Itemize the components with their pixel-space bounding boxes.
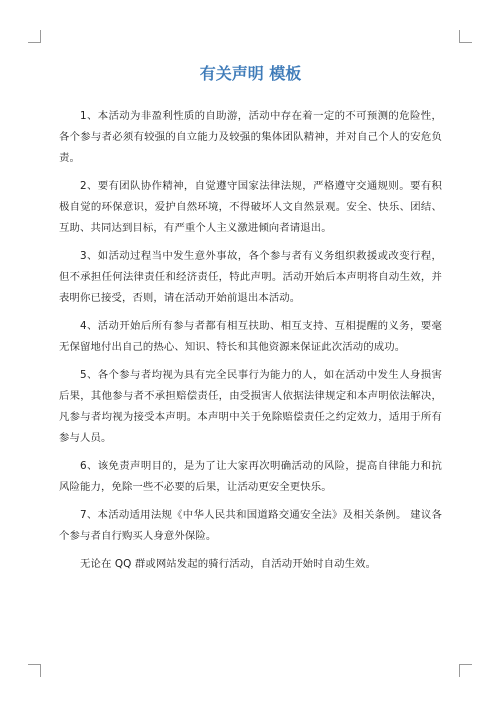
crop-mark-bottom-right [459,664,472,677]
paragraph-4: 4、活动开始后所有参与者都有相互扶助、相互支持、互相提醒的义务，要毫无保留地付出自己的热心、知识、特长和其他资源来保证此次活动的成功。 [59,320,442,353]
document-body [59,62,442,582]
paragraph-3: 3、如活动过程当中发生意外事故，各个参与者有义务组织救援或改变行程，但不承担任何法律责任和经济责任，特此声明。活动开始后本声明将自动生效，并表明你已接受，否则，请在活动开始前退出本活动。 [59,250,442,304]
paragraph-5: 5、各个参与者均视为具有完全民事行为能力的人，如在活动中发生人身损害后果，其他参与者不承担赔偿责任，由受损害人依据法律规定和本声明依法解决，凡参与者均视为接受本声明。本声明中关于免除赔偿责任之约定效力，适用于所有参与人员。 [59,369,442,444]
crop-mark-top-left [28,30,41,43]
crop-mark-bottom-left [28,664,41,677]
document-title: 有关声明 模板 [199,64,302,83]
crop-mark-top-right [459,30,472,43]
paragraph-2: 2、要有团队协作精神，自觉遵守国家法律法规，严格遵守交通规则。要有积极自觉的环保意识，爱护自然环境，不得破坏人文自然景观。安全、快乐、团结、互助、共同达到目标，有严重个人主义激进倾向者请退出。 [59,180,442,234]
paragraph-8: 无论在 QQ 群或网站发起的骑行活动，自活动开始时自动生效。 [80,558,377,570]
paragraph-7: 7、本活动适用法规《中华人民共和国道路交通安全法》及相关条例。 建议各个参与者自行购买人身意外保险。 [59,509,442,542]
paragraph-1: 1、本活动为非盈利性质的自助游，活动中存在着一定的不可预测的危险性，各个参与者必须有较强的自立能力及较强的集体团队精神，并对自己个人的安危负责。 [59,110,442,164]
paragraph-6: 6、该免责声明目的，是为了让大家再次明确活动的风险，提高自律能力和抗风险能力，免除一些不必要的后果，让活动更安全更快乐。 [59,460,442,493]
